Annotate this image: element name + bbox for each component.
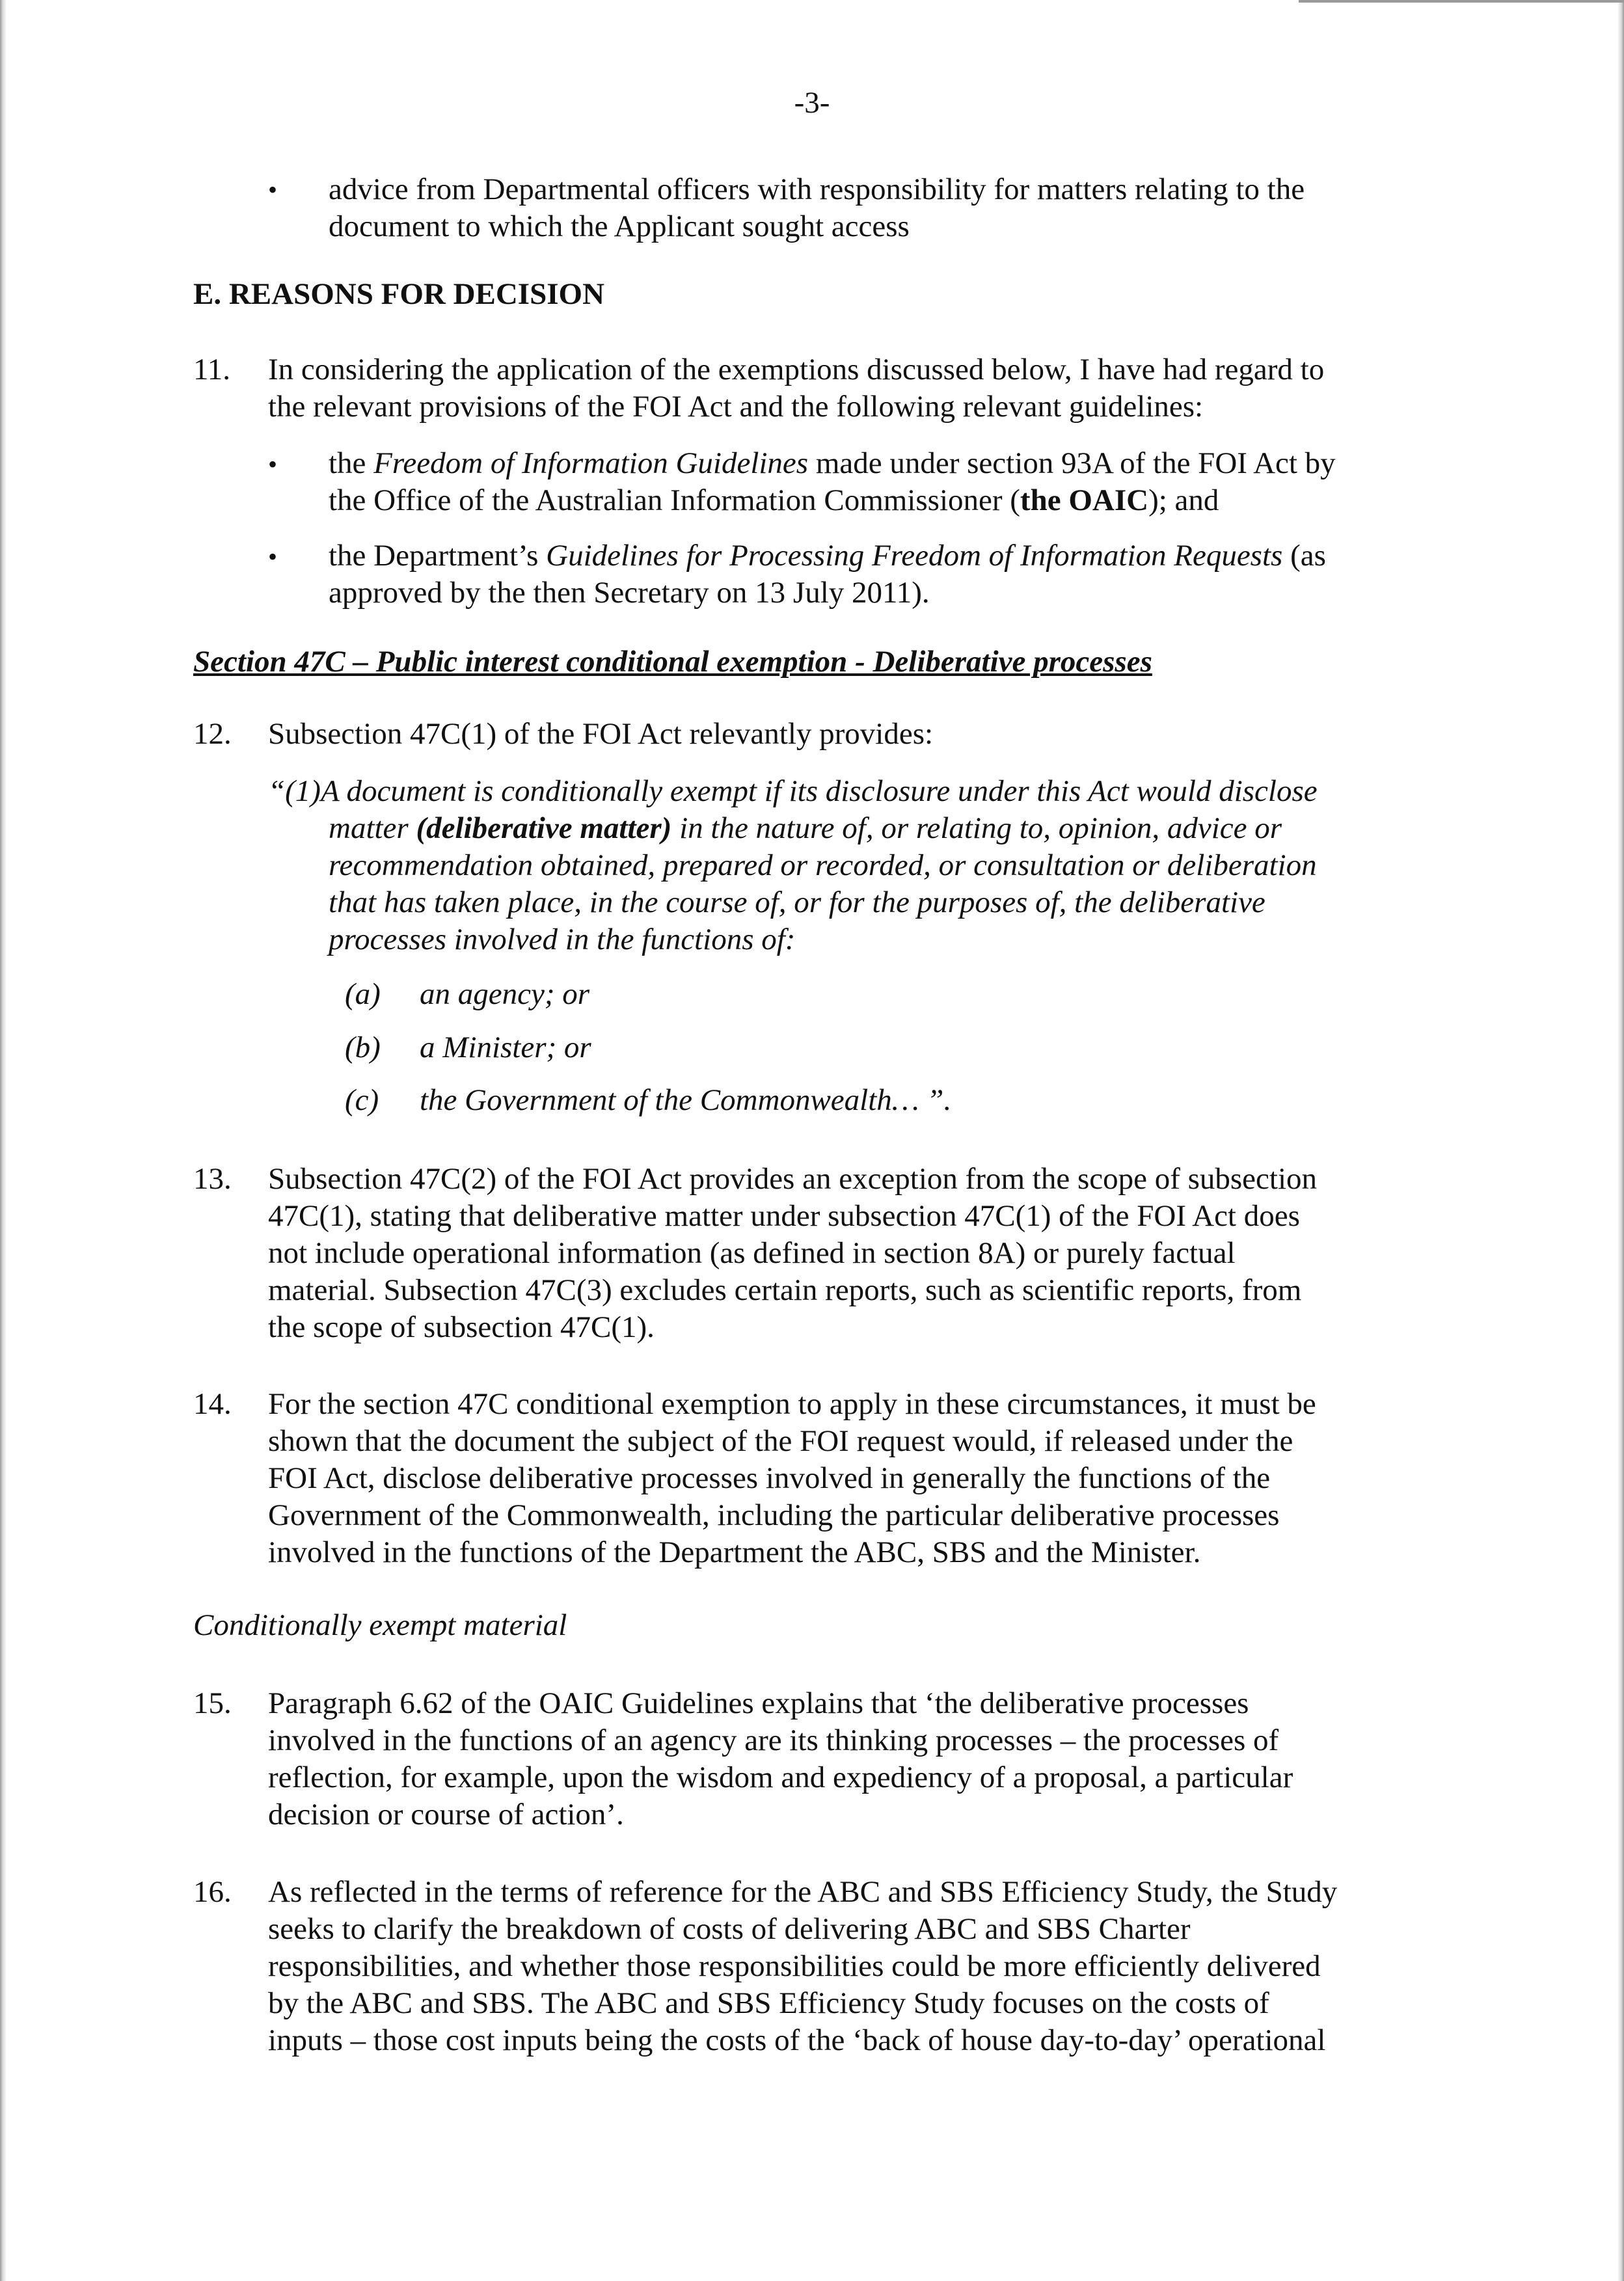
paragraph-line: In considering the application of the exemptions discussed below, I have had regard to	[268, 353, 1325, 386]
bullet-marker: •	[268, 175, 278, 204]
paragraph-line: the scope of subsection 47C(1).	[268, 1310, 655, 1344]
section-heading: Section 47C – Public interest conditional exemption - Deliberative processes	[193, 645, 1152, 679]
bullet-marker: •	[268, 542, 278, 571]
list-label: (b)	[345, 1031, 381, 1064]
paragraph-line: by the ABC and SBS. The ABC and SBS Efficiency Study focuses on the costs of	[268, 1986, 1269, 2020]
paragraph-number: 13.	[193, 1162, 232, 1196]
bullet-line: the Office of the Australian Information Commissioner (the OAIC); and	[329, 483, 1219, 517]
quote-line: “(1)A document is conditionally exempt if its disclosure under this Act would disclose	[268, 774, 1318, 808]
quote-line: that has taken place, in the course of, or for the purposes of, the deliberative	[329, 885, 1265, 919]
paragraph-line: For the section 47C conditional exemption to apply in these circumstances, it must be	[268, 1387, 1316, 1421]
paragraph-line: Subsection 47C(2) of the FOI Act provides an exception from the scope of subsection	[268, 1162, 1318, 1196]
section-heading: E. REASONS FOR DECISION	[193, 277, 605, 311]
list-label: (c)	[345, 1083, 379, 1117]
paragraph-line: the relevant provisions of the FOI Act and the following relevant guidelines:	[268, 390, 1204, 424]
paragraph-line: seeks to clarify the breakdown of costs of delivering ABC and SBS Charter	[268, 1912, 1191, 1946]
paragraph-number: 15.	[193, 1686, 232, 1720]
paragraph-line: FOI Act, disclose deliberative processes involved in generally the functions of the	[268, 1461, 1271, 1495]
subheading: Conditionally exempt material	[193, 1608, 567, 1642]
paragraph-line: As reflected in the terms of reference for the ABC and SBS Efficiency Study, the Study	[268, 1875, 1338, 1909]
paragraph-line: Government of the Commonwealth, including the particular deliberative processes	[268, 1498, 1280, 1532]
list-label: (a)	[345, 977, 381, 1011]
list-item: a Minister; or	[420, 1031, 591, 1064]
scan-edge-top	[1299, 0, 1624, 3]
quote-line: recommendation obtained, prepared or recorded, or consultation or deliberation	[329, 848, 1317, 882]
paragraph-line: not include operational information (as defined in section 8A) or purely factual	[268, 1236, 1236, 1270]
scan-edge-left	[0, 0, 7, 2281]
paragraph-line: involved in the functions of the Department the ABC, SBS and the Minister.	[268, 1535, 1201, 1569]
paragraph-line: Subsection 47C(1) of the FOI Act relevantly provides:	[268, 717, 934, 751]
list-item: the Government of the Commonwealth… ”.	[420, 1083, 952, 1117]
paragraph-line: decision or course of action’.	[268, 1798, 624, 1831]
paragraph-number: 12.	[193, 717, 232, 751]
paragraph-line: material. Subsection 47C(3) excludes certain reports, such as scientific reports, from	[268, 1273, 1302, 1307]
paragraph-number: 11.	[193, 353, 231, 386]
bullet-line: the Department’s Guidelines for Processing Freedom of Information Requests (as	[329, 539, 1326, 573]
paragraph-line: 47C(1), stating that deliberative matter under subsection 47C(1) of the FOI Act does	[268, 1199, 1300, 1233]
quote-line: matter (deliberative matter) in the nature of, or relating to, opinion, advice or	[329, 811, 1282, 845]
paragraph-number: 14.	[193, 1387, 232, 1421]
scan-edge-right	[1617, 0, 1624, 2281]
paragraph-line: reflection, for example, upon the wisdom and expediency of a proposal, a particular	[268, 1761, 1293, 1794]
list-item: an agency; or	[420, 977, 590, 1011]
paragraph-line: Paragraph 6.62 of the OAIC Guidelines explains that ‘the deliberative processes	[268, 1686, 1249, 1720]
paragraph-line: involved in the functions of an agency are its thinking processes – the processes of	[268, 1723, 1279, 1757]
bullet-line: document to which the Applicant sought access	[329, 209, 910, 243]
bullet-line: approved by the then Secretary on 13 July 2011).	[329, 576, 930, 610]
paragraph-line: responsibilities, and whether those responsibilities could be more efficiently delivered	[268, 1949, 1321, 1983]
paragraph-line: shown that the document the subject of the FOI request would, if released under the	[268, 1424, 1293, 1458]
bullet-marker: •	[268, 450, 278, 479]
bullet-line: advice from Departmental officers with responsibility for matters relating to the	[329, 172, 1305, 206]
paragraph-line: inputs – those cost inputs being the costs of the ‘back of house day-to-day’ operational	[268, 2023, 1326, 2057]
page-number: -3-	[794, 86, 830, 120]
bullet-line: the Freedom of Information Guidelines made under section 93A of the FOI Act by	[329, 446, 1336, 480]
paragraph-number: 16.	[193, 1875, 232, 1909]
quote-line: processes involved in the functions of:	[329, 923, 796, 956]
